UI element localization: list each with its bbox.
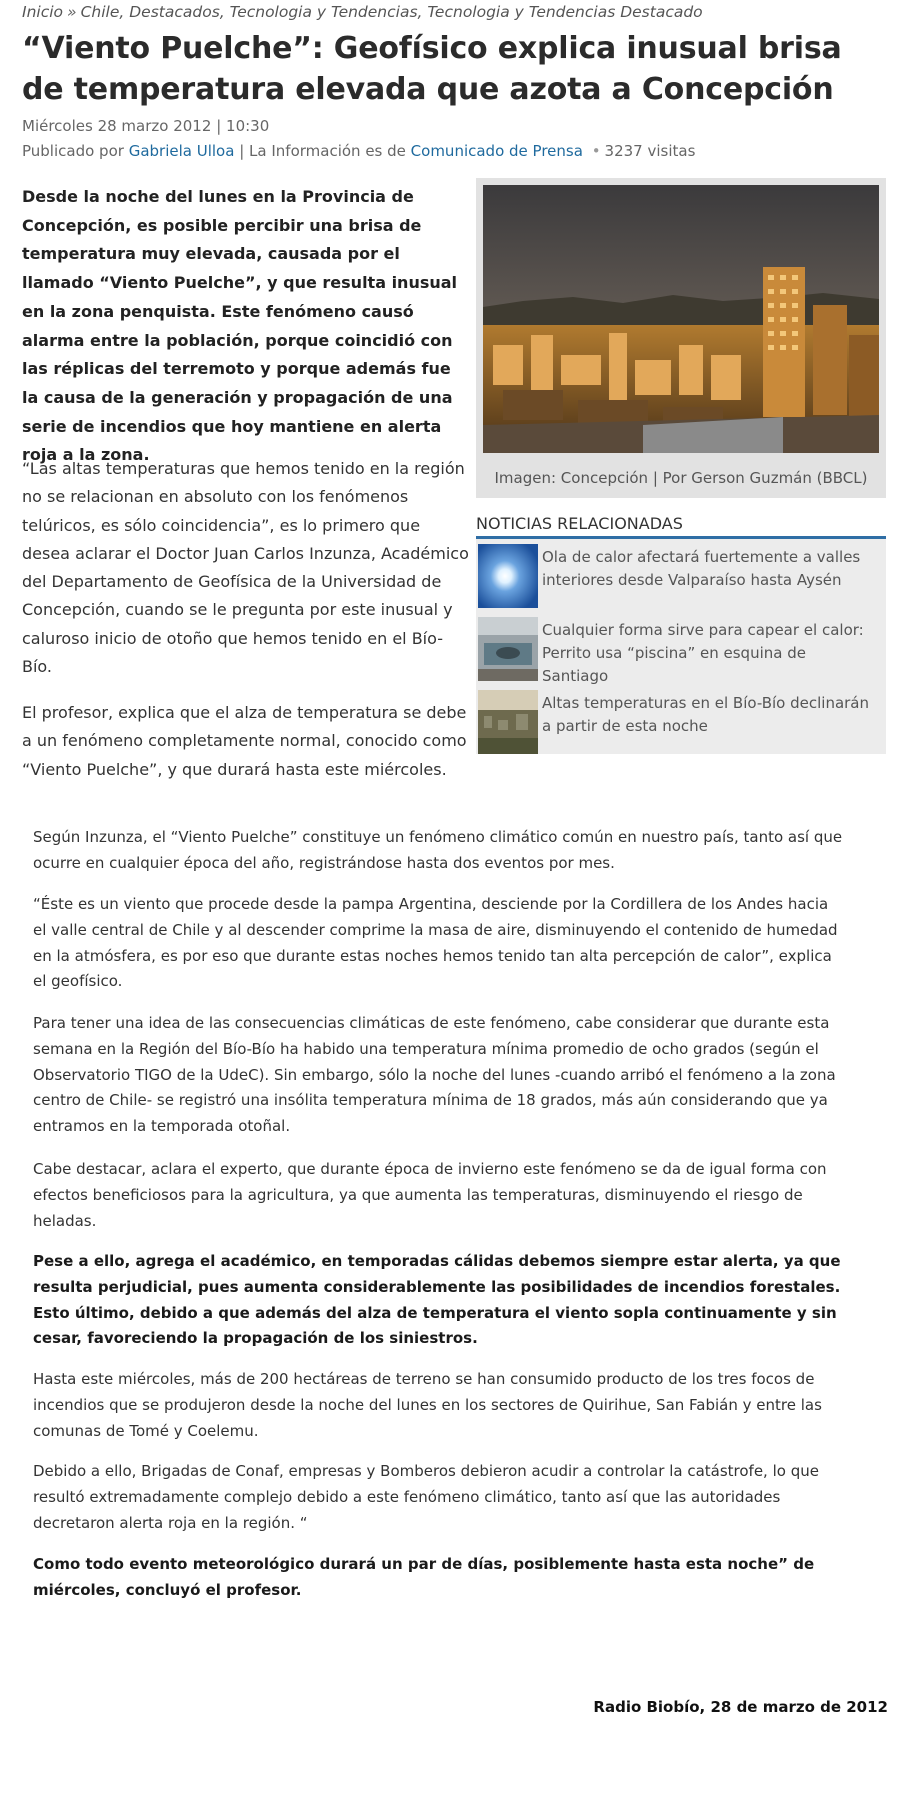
related-news: [476, 514, 886, 754]
city-heat-thumbnail[interactable]: [478, 690, 538, 754]
related-news-title[interactable]: Ola de calor afectará fuertemente a valles interiores desde Valparaíso hasta Aysén: [542, 548, 861, 589]
source-link[interactable]: Comunicado de Prensa: [410, 142, 583, 160]
author-link[interactable]: Gabriela Ulloa: [128, 142, 235, 160]
source-credit: Radio Biobío, 28 de marzo de 2012: [593, 1698, 888, 1716]
photo-caption: Imagen: Concepción | Por Gerson Guzmán (BBCL): [494, 469, 868, 487]
page-title: “Viento Puelche”: Geofísico explica inusual brisa de temperatura elevada que azota a Concepción: [22, 31, 842, 107]
article-paragraph-bold: Como todo evento meteorológico durará un par de días, posiblemente hasta esta noche” de miércoles, concluyó el profesor.: [33, 1555, 815, 1599]
article-paragraph: Debido a ello, Brigadas de Conaf, empresas y Bomberos debieron acudir a controlar la catástrofe, lo que resultó extremadamente complejo debido a este fenómeno climático, tanto así que las autoridades decretaron alerta roja en la región. “: [33, 1462, 819, 1532]
related-news-title[interactable]: Altas temperaturas en el Bío-Bío declinarán a partir de esta noche: [542, 694, 870, 735]
related-news-title[interactable]: Cualquier forma sirve para capear el calor: Perrito usa “piscina” en esquina de Santiago: [542, 621, 864, 685]
related-news-item[interactable]: [476, 544, 886, 612]
breadcrumb: [22, 2, 892, 22]
related-news-item[interactable]: [476, 617, 886, 685]
source-label: La Información es de: [249, 142, 406, 160]
article-paragraph: Cabe destacar, aclara el experto, que durante época de invierno este fenómeno se da de igual forma con efectos beneficiosos para la agricultura, ya que aumenta las temperaturas, disminuyendo el riesgo de heladas.: [33, 1160, 827, 1230]
related-news-heading: NOTICIAS RELACIONADAS: [476, 514, 886, 539]
article-paragraph: “Éste es un viento que procede desde la pampa Argentina, desciende por la Cordillera de los Andes hacia el valle central de Chile y al descender comprime la masa de aire, disminuyendo el contenido de humedad en la atmósfera, es por eso que durante estas noches hemos tenido tan alta percepción de calor”, explica el geofísico.: [33, 895, 838, 991]
breadcrumb-home-link[interactable]: Inicio: [22, 3, 64, 21]
article-paragraph: Para tener una idea de las consecuencias climáticas de este fenómeno, cabe considerar que durante esta semana en la Región del Bío-Bío ha habido una temperatura mínima promedio de ocho grados (según el Observatorio TIGO de la UdeC). Sin embargo, sólo la noche del lunes -cuando arribó el fenómeno a la zona centro de Chile- se registró una insólita temperatura mínima de 18 grados, más aún considerando que ya entramos en la temporada otoñal.: [33, 1014, 836, 1136]
dog-pool-thumbnail[interactable]: [478, 617, 538, 681]
article-date-line: [22, 116, 269, 136]
visit-count: 3237 visitas: [604, 142, 696, 160]
article-byline: [22, 141, 695, 161]
byline-separator: |: [239, 142, 245, 160]
article-paragraph: Hasta este miércoles, más de 200 hectáreas de terreno se han consumido producto de los tres focos de incendios que se produjeron desde la noche del lunes en los sectores de Quirihue, San Fabián y entre las comunas de Tomé y Coelemu.: [33, 1370, 822, 1440]
photo-box: [476, 178, 886, 498]
published-by-label: Publicado por: [22, 142, 124, 160]
article-time: 10:30: [226, 117, 270, 135]
article-paragraph: “Las altas temperaturas que hemos tenido en la región no se relacionan en absoluto con los fenómenos telúricos, es sólo coincidencia”, es lo primero que desea aclarar el Doctor Juan Carlos Inzunza, Académico del Departamento de Geofísica de la Universidad de Concepción, cuando se le pregunta por este inusual y caluroso inicio de otoño que hemos tenido en el Bío-Bío.: [22, 459, 469, 677]
article-date: Miércoles 28 marzo 2012: [22, 117, 212, 135]
dot-separator: •: [591, 142, 601, 160]
article-lead: Desde la noche del lunes en la Provincia de Concepción, es posible percibir una brisa de temperatura muy elevada, causada por el llamado “Viento Puelche”, y que resulta inusual en la zona penquista. Este fenómeno causó alarma entre la población, porque coincidió con las réplicas del terremoto y porque además fue la causa de la generación y propagación de una serie de incendios que hoy mantiene en alerta roja a la zona.: [22, 187, 458, 465]
article-paragraph: Según Inzunza, el “Viento Puelche” constituye un fenómeno climático común en nuestro país, tanto así que ocurre en cualquier época del año, registrándose hasta dos eventos por mes.: [33, 828, 843, 872]
concepcion-night-photo[interactable]: [483, 185, 879, 453]
breadcrumb-categories[interactable]: Chile, Destacados, Tecnologia y Tendencias, Tecnologia y Tendencias Destacado: [80, 3, 703, 21]
date-separator: |: [216, 117, 222, 135]
sun-thumbnail[interactable]: [478, 544, 538, 608]
article-paragraph-bold: Pese a ello, agrega el académico, en temporadas cálidas debemos siempre estar alerta, ya que resulta perjudicial, pues aumenta considerablemente las posibilidades de incendios forestales. Esto último, debido a que además del alza de temperatura el viento sopla continuamente y sin cesar, favoreciendo la propagación de los siniestros.: [33, 1252, 841, 1348]
article-paragraph: El profesor, explica que el alza de temperatura se debe a un fenómeno completamente normal, conocido como “Viento Puelche”, y que durará hasta este miércoles.: [22, 703, 467, 779]
breadcrumb-separator: »: [67, 3, 77, 21]
related-news-item[interactable]: [476, 690, 886, 758]
